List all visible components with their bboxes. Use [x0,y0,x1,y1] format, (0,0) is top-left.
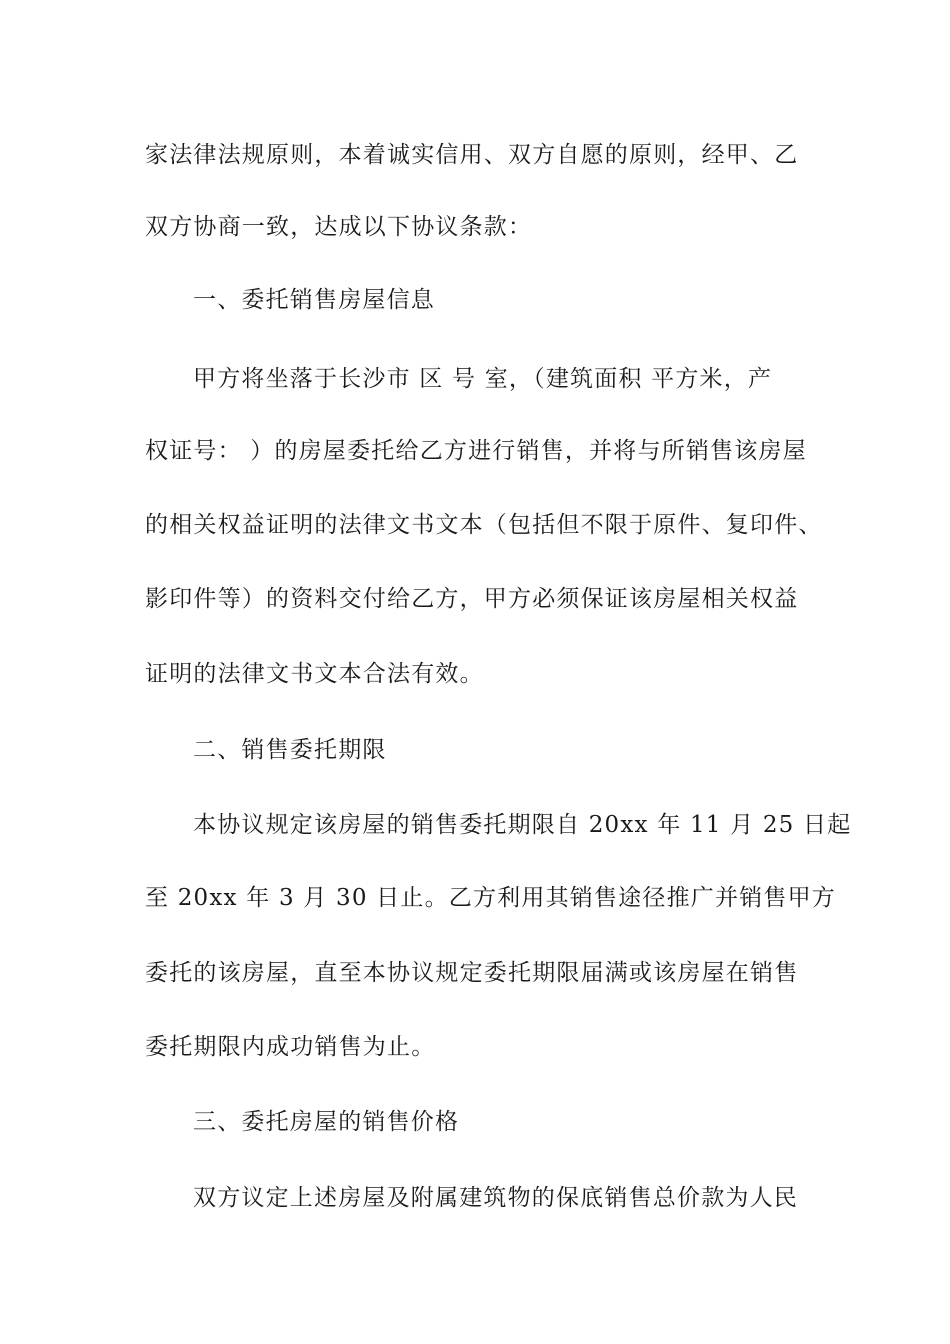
section-heading: 一、委托销售房屋信息 [193,287,435,313]
paragraph-line: 委托期限内成功销售为止。 [145,1034,436,1060]
paragraph-line: 至 20xx 年 3 月 30 日止。乙方利用其销售途径推广并销售甲方 [145,885,836,911]
paragraph-line: 甲方将坐落于长沙市 区 号 室，（建筑面积 平方米，产 [193,366,773,392]
paragraph-line: 委托的该房屋，直至本协议规定委托期限届满或该房屋在销售 [145,960,799,986]
section-heading: 二、销售委托期限 [193,737,387,763]
paragraph-line: 的相关权益证明的法律文书文本（包括但不限于原件、复印件、 [145,512,823,538]
paragraph-line: 家法律法规原则，本着诚实信用、双方自愿的原则，经甲、乙 [145,142,799,168]
paragraph-line: 本协议规定该房屋的销售委托期限自 20xx 年 11 月 25 日起 [193,812,852,838]
paragraph-line: 双方议定上述房屋及附属建筑物的保底销售总价款为人民 [193,1185,798,1211]
paragraph-line: 影印件等）的资料交付给乙方，甲方必须保证该房屋相关权益 [145,586,799,612]
paragraph-line: 证明的法律文书文本合法有效。 [145,661,484,687]
paragraph-line: 权证号： ）的房屋委托给乙方进行销售，并将与所销售该房屋 [145,438,807,464]
section-heading: 三、委托房屋的销售价格 [193,1109,460,1135]
paragraph-line: 双方协商一致，达成以下协议条款： [145,214,533,240]
